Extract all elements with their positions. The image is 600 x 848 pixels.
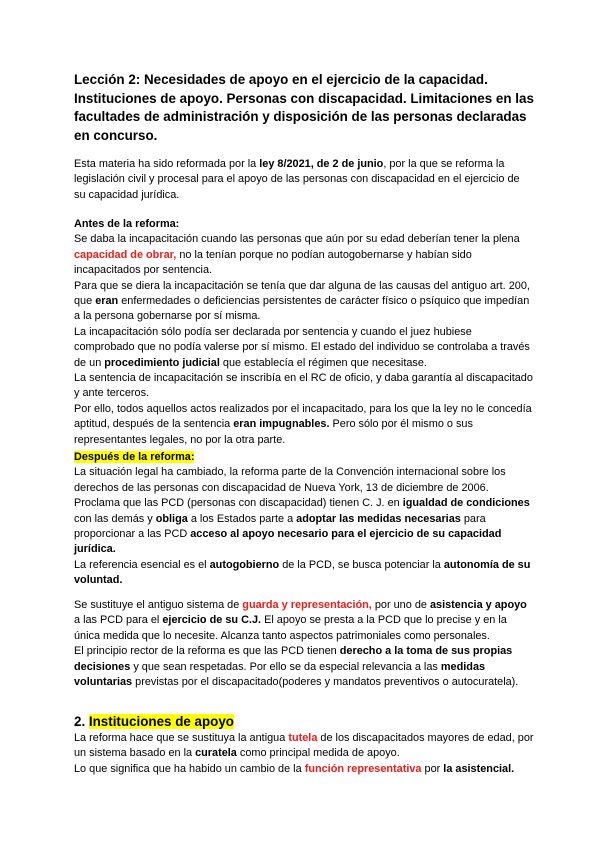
after-paragraph-5: El principio rector de la reforma es que las PCD tienen derecho a la toma de sus propias decisiones y que sean respetadas. Por ello se da especial relevancia a las medidas voluntarias previstas por el discapacitado(poderes y mandatos preventivos o autocuratela). [74,645,519,689]
law-reference: ley 8/2021, de 2 de junio [259,158,384,170]
intro-paragraph [74,157,534,203]
lesson-title: Lección 2: Necesidades de apoyo en el ejercicio de la capacidad. Instituciones de apoyo. Personas con discapacidad. Limitaciones en las facultades de administración y disposición de las personas declaradas en concurso. [74,72,534,143]
after-heading: Después de la reforma: [74,451,195,463]
section-number: 2. [74,714,89,729]
before-paragraph-4: La sentencia de incapacitación se inscribía en el RC de oficio, y daba garantía al discapacitado y ante terceros. [74,372,533,400]
funcion-representativa-highlight: función representativa [304,762,422,775]
after-paragraph-4: Se sustituye el antiguo sistema de guarda y representación, por uno de asistencia y apoyo a las PCD para el ejercicio de su C.J. El apoyo se presta a la PCD que lo precise y en la única medida que lo necesite. Alcanza tanto aspectos patrimoniales como personales. [74,599,527,642]
instituciones-heading: Instituciones de apoyo [88,714,234,729]
after-paragraph-1: La situación legal ha cambiado, la reforma parte de la Convención internacional sobre los derechos de las personas con discapacidad de Nueva York, 13 de diciembre de 2006. [74,466,506,494]
intro-text-cont: , por la que se reforma la legislación civil y procesal para el apoyo de las personas con discapacidad en el ejercicio de su capacidad jurídica. [74,158,520,201]
intro-text: Esta materia ha sido reformada por la [74,158,260,170]
instituciones-paragraph-2: Lo que significa que ha habido un cambio de la función representativa por la asistencial. [74,762,515,775]
section-after-reform [74,450,534,589]
before-paragraph-2: Para que se diera la incapacitación se tenía que dar alguna de las causas del antiguo art. 200, que eran enfermedades o deficiencias persistentes de carácter físico o psíquico que impedían a la persona gobernarse por sí misma. [74,279,530,323]
after-paragraph-2: Proclama que las PCD (personas con discapacidad) tienen C. J. en igualdad de condiciones con las demás y obliga a los Estados parte a adoptar las medidas necesarias para proporcionar a las PCD acceso al apoyo necesario para el ejercicio de su capacidad jurídica. [74,497,530,556]
guarda-highlight: guarda y representación, [242,599,372,611]
before-paragraph-5: Por ello, todos aquellos actos realizados por el incapacitado, para los que la ley no le concedía aptitud, después de la sentencia eran impugnables. Pero sólo por él mismo o sus representantes legales, no por la otra parte. [74,402,532,446]
after-paragraph-3: La referencia esencial es el autogobierno de la PCD, se busca potenciar la autonomía de su voluntad. [74,558,531,587]
before-paragraph-3: La incapacitación sólo podía ser declarada por sentencia y cuando el juez hubiese comprobado que no podía valerse por sí mismo. El estado del individuo se controlaba a través de un procedimiento judicial que establecía el régimen que necesitase. [74,325,530,369]
before-heading: Antes de la reforma: [74,218,180,230]
section-instituciones [74,713,534,777]
before-paragraph-1: Se daba la incapacitación cuando las personas que aún por su edad deberían tener la plena capacidad de obrar, no la tenían porque no podían autogobernarse y habían sido incapacitados por sentencia. [74,233,520,277]
instituciones-paragraph-1: La reforma hace que se sustituya la antigua tutela de los discapacitados mayores de edad, por un sistema basado en la curatela como principal medida de apoyo. [74,732,534,760]
tutela-highlight: tutela [288,732,318,744]
section-before-reform [74,217,534,448]
section-after-reform-cont [74,598,534,690]
capacidad-obrar-highlight: capacidad de obrar, [74,248,177,261]
